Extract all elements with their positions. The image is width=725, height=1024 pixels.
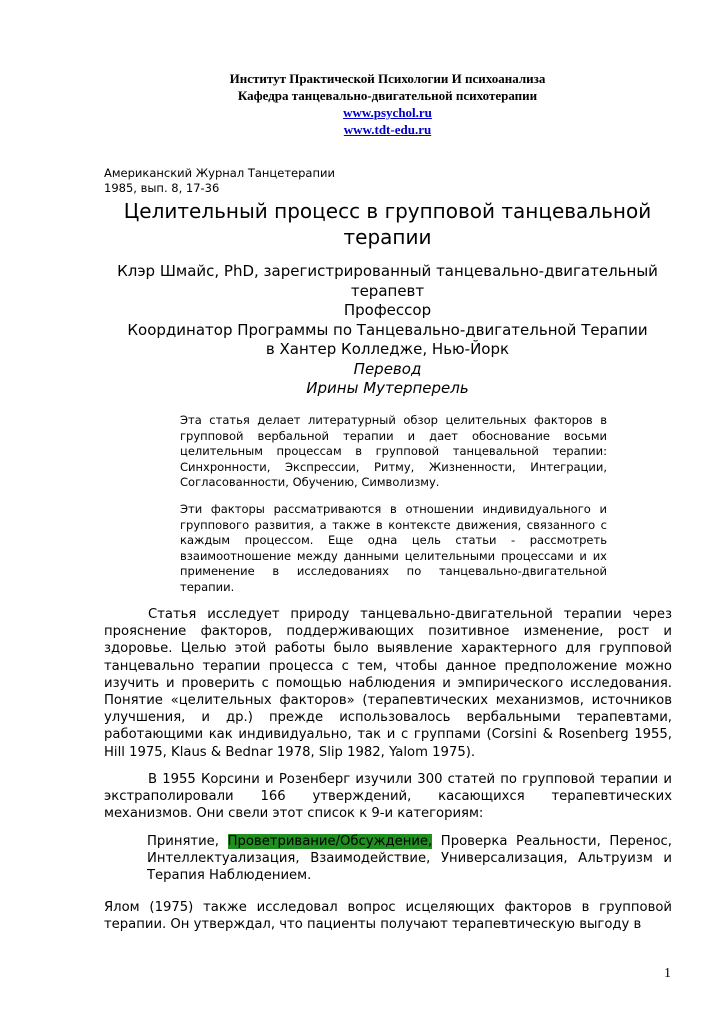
translator-name: Ирины Мутерперель — [306, 379, 469, 397]
factors-list-text — [147, 833, 672, 885]
highlighted-term: Проветривание/Обсуждение, — [227, 834, 433, 849]
journal-issue: 1985, вып. 8, 17-36 — [104, 181, 220, 195]
psychol-link[interactable]: www.psychol.ru — [343, 105, 432, 120]
institute-header — [100, 70, 675, 138]
author-line-1: Клэр Шмайс, PhD, зарегистрированный танцевально-двигательный — [117, 262, 658, 280]
abstract-paragraph-2 — [180, 502, 607, 596]
translation-label: Перевод — [353, 359, 422, 378]
author-block — [100, 262, 675, 399]
abstract-text-2: Эти факторы рассматриваются в отношении индивидуального и группового развития, а также в контексте движения, связанного с каждым процессом. Еще одна цель статьи - рассмотреть взаимоотношение между данными целительными процессами и их применение в исследованиях по танцевально-двигательной терапии. — [180, 502, 607, 594]
author-line-4: Координатор Программы по Танцевально-двигательной Терапии — [127, 320, 648, 339]
article-title — [100, 198, 675, 250]
body-paragraph-3 — [104, 899, 672, 933]
list-rest: Проверка Реальности, Перенос, Интеллектуализация, Взаимодействие, Универсализация, Альтруизм и Терапия Наблюдением. — [147, 834, 672, 884]
journal-name: Американский Журнал Танцетерапии — [104, 166, 335, 180]
department-name: Кафедра танцевально-двигательной психотерапии — [237, 88, 538, 103]
factors-list — [147, 833, 672, 885]
author-position: Профессор — [343, 301, 432, 319]
body-paragraph-2 — [104, 771, 672, 823]
body-paragraph-1 — [104, 606, 672, 761]
page-number: 1 — [664, 966, 671, 981]
author-line-2: терапевт — [350, 281, 425, 300]
tdt-edu-link[interactable]: www.tdt-edu.ru — [343, 122, 432, 137]
author-line-5: в Хантер Колледже, Нью-Йорк — [265, 340, 510, 358]
body-text-3: Ялом (1975) также исследовал вопрос исцеляющих факторов в групповой терапии. Он утверждал, что пациенты получают терапевтическую выгоду в — [104, 900, 672, 933]
institute-name: Институт Практической Психологии И психоанализа — [229, 71, 546, 86]
body-text-1: Статья исследует природу танцевально-двигательной терапии через прояснение факторов, поддерживающих позитивное изменение, рост и здоровье. Целью этой работы было выявление характерного для групповой танцевально терапии процесса с тем, чтобы данное предположение можно изучить и проверить с помощью наблюдения и эмпирического исследования. Понятие «целительных факторов» (терапевтических механизмов, источников улучшения, и др.) прежде использовалось вербальными терапевтами, работающими как индивидуально, так и с группами (Corsini & Rosenberg 1955, Hill 1975, Klaus & Bednar 1978, Slip 1982, Yalom 1975). — [104, 607, 672, 760]
abstract-paragraph-1 — [180, 413, 607, 491]
journal-source — [104, 166, 335, 196]
abstract-text-1: Эта статья делает литературный обзор целительных факторов в групповой вербальной терапии и дает обоснование восьми целительным процессам в групповой танцевальной терапии: Синхронности, Экспрессии, Ритму, Жизненности, Интеграции, Согласованности, Обучению, Символизму. — [180, 413, 607, 490]
title-line-1: Целительный процесс в групповой танцевальной — [123, 199, 652, 223]
list-start: Принятие, — [147, 834, 228, 849]
body-text-2: В 1955 Корсини и Розенберг изучили 300 статей по групповой терапии и экстраполировали 166 утверждений, касающихся терапевтических механизмов. Они свели этот список к 9-и категориям: — [104, 772, 672, 822]
title-line-2: терапии — [343, 225, 432, 249]
